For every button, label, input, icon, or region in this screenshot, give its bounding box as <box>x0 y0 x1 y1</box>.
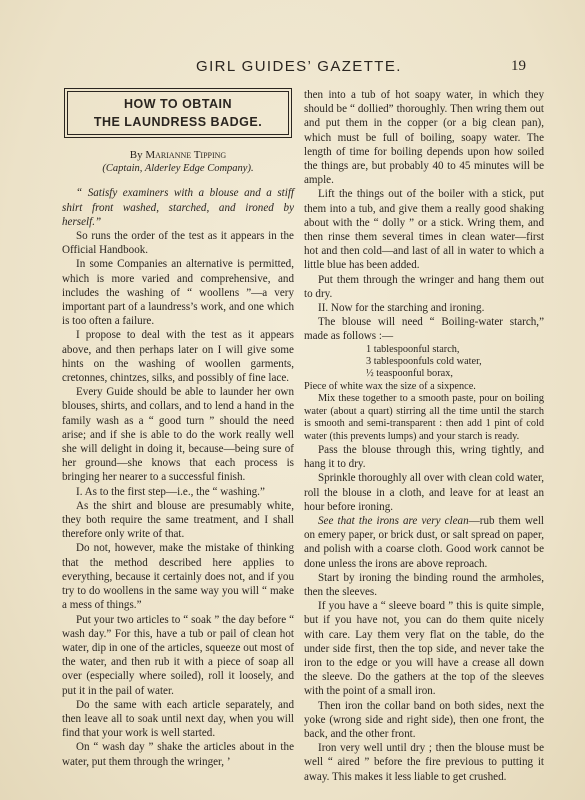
test-quote: “ Satisfy examiners with a blouse and a stiff shirt front washed, starched, and ironed by herself.” <box>62 187 294 228</box>
paragraph: Every Guide should be able to launder her own blouses, shirts, and collars, and to lend a hand in the family wash as a “ good turn ” should the need arise; and if she is able to do the work really well she will delight in doing it, because—being sure of her ground—she knows that each process is bringing her nearer to a successful finish. <box>62 386 294 484</box>
paragraph: Do the same with each article separately, and then leave all to soak until next day, when you will find that your work is well started. <box>62 698 294 740</box>
paragraph: If you have a “ sleeve board ” this is quite simple, but if you have not, you can do them quite nicely with care. Lay them very flat on the table, do the under side first, then the top side, and never take the iron to the edge or you will have a crease all down the sleeve. Do the gathers at the top of the sleeves with the point of a small iron. <box>304 600 544 698</box>
starch-recipe <box>304 344 544 443</box>
paragraph: Then iron the collar band on both sides, next the yoke (wrong side and right side), then one front, the back, and the other front. <box>304 699 544 740</box>
paragraph: Put your two articles to “ soak ” the day before “ wash day.” For this, have a tub or pail of clean hot water, dip in one of the articles, squeeze out most of the water, and then rub it with a piece of soap all over (especially where soiled), roll it loosely, and put it in the pail of water. <box>62 613 294 697</box>
article-title-box <box>64 88 292 138</box>
paragraph: I. As to the first step—i.e., the “ washing.” <box>76 485 265 498</box>
paragraph-irons <box>304 514 544 571</box>
article-title-line-1: HOW TO OBTAIN <box>123 97 233 111</box>
author-organization: (Captain, Alderley Edge Company). <box>102 163 254 175</box>
paragraph: So runs the order of the test as it appears in the Official Handbook. <box>62 230 294 257</box>
recipe-line: 3 tablespoonfuls cold water, <box>366 356 482 368</box>
italic-lead: See that the irons are very clean <box>318 514 469 527</box>
paragraph: Iron very well until dry ; then the blouse must be well “ aired ” before the fire previous to putting it away. This makes it less liable to get crushed. <box>304 742 544 783</box>
author-name: Marianne Tipping <box>145 149 227 161</box>
paragraph: As the shirt and blouse are presumably white, they both require the same treatment, and I shall therefore only write of that. <box>62 499 294 541</box>
paragraph: Sprinkle thoroughly all over with clean cold water, roll the blouse in a cloth, and leave for at least an hour before ironing. <box>304 472 544 513</box>
running-title: GIRL GUIDES’ GAZETTE. <box>196 58 402 75</box>
paragraph: Lift the things out of the boiler with a stick, put them into a tub, and give them a really good shaking about with the “ dolly ” or a stick. Wring them, and then rinse them several times in clean water—first hot and then cold—and last of all in water to which a little blue has been added. <box>304 188 544 272</box>
paragraph: Put them through the wringer and hang them out to dry. <box>304 273 544 300</box>
paragraph: then into a tub of hot soapy water, in which they should be “ dollied” thoroughly. Then wring them out and put them in the copper (or a big clean pan), which must be full of boiling, soapy water. The length of time for boiling depends upon how soiled the things are, but probably 40 to 45 minutes will be ample. <box>304 89 544 187</box>
recipe-line: 1 tablespoonful starch, <box>366 343 460 355</box>
page-number: 19 <box>511 58 526 74</box>
page-header <box>0 58 585 78</box>
recipe-line: Piece of white wax the size of a sixpence. <box>304 380 476 392</box>
paragraph: On “ wash day ” shake the articles about in the water, put them through the wringer, ’ <box>62 741 294 768</box>
paragraph: I propose to deal with the test as it appears above, and then perhaps later on I will give some hints on the washing of woollen garments, cretonnes, chintzes, silks, and possibly of fine lace. <box>62 329 294 385</box>
paragraph: The blouse will need “ Boiling-water starch,” made as follows :— <box>304 316 544 343</box>
paragraph: Do not, however, make the mistake of thinking that the method described here applies to everything, because it certainly does not, and if you try to do woollens in the same way you will “ make a mess of things.” <box>62 542 294 612</box>
recipe-line: ½ teaspoonful borax, <box>366 368 453 380</box>
right-column <box>304 88 544 784</box>
recipe-note: Mix these together to a smooth paste, pour on boiling water (about a quart) stirring all the time until the starch is smooth and semi-transparent : then add 1 pint of cold water (this prevents lumps) and your starch is ready. <box>304 393 544 442</box>
left-column <box>62 88 294 769</box>
paragraph: Pass the blouse through this, wring tightly, and hang it to dry. <box>304 443 544 471</box>
paragraph: In some Companies an alternative is permitted, which is more varied and comprehensive, and includes the washing of “ woollens ”—a very important part of a laundress’s work, and one which is too often a failure. <box>62 258 294 328</box>
article-title-line-2: THE LAUNDRESS BADGE. <box>93 115 263 129</box>
paragraph-tail: —rub them well on emery paper, or brick dust, or salt spread on paper, and polish with a coarse cloth. Good work cannot be done unless the irons are above reproach. <box>304 514 545 570</box>
byline-prefix: By <box>129 149 143 161</box>
byline <box>62 148 294 162</box>
paragraph: Start by ironing the binding round the armholes, then the sleeves. <box>304 571 544 598</box>
paragraph: II. Now for the starching and ironing. <box>318 302 485 315</box>
